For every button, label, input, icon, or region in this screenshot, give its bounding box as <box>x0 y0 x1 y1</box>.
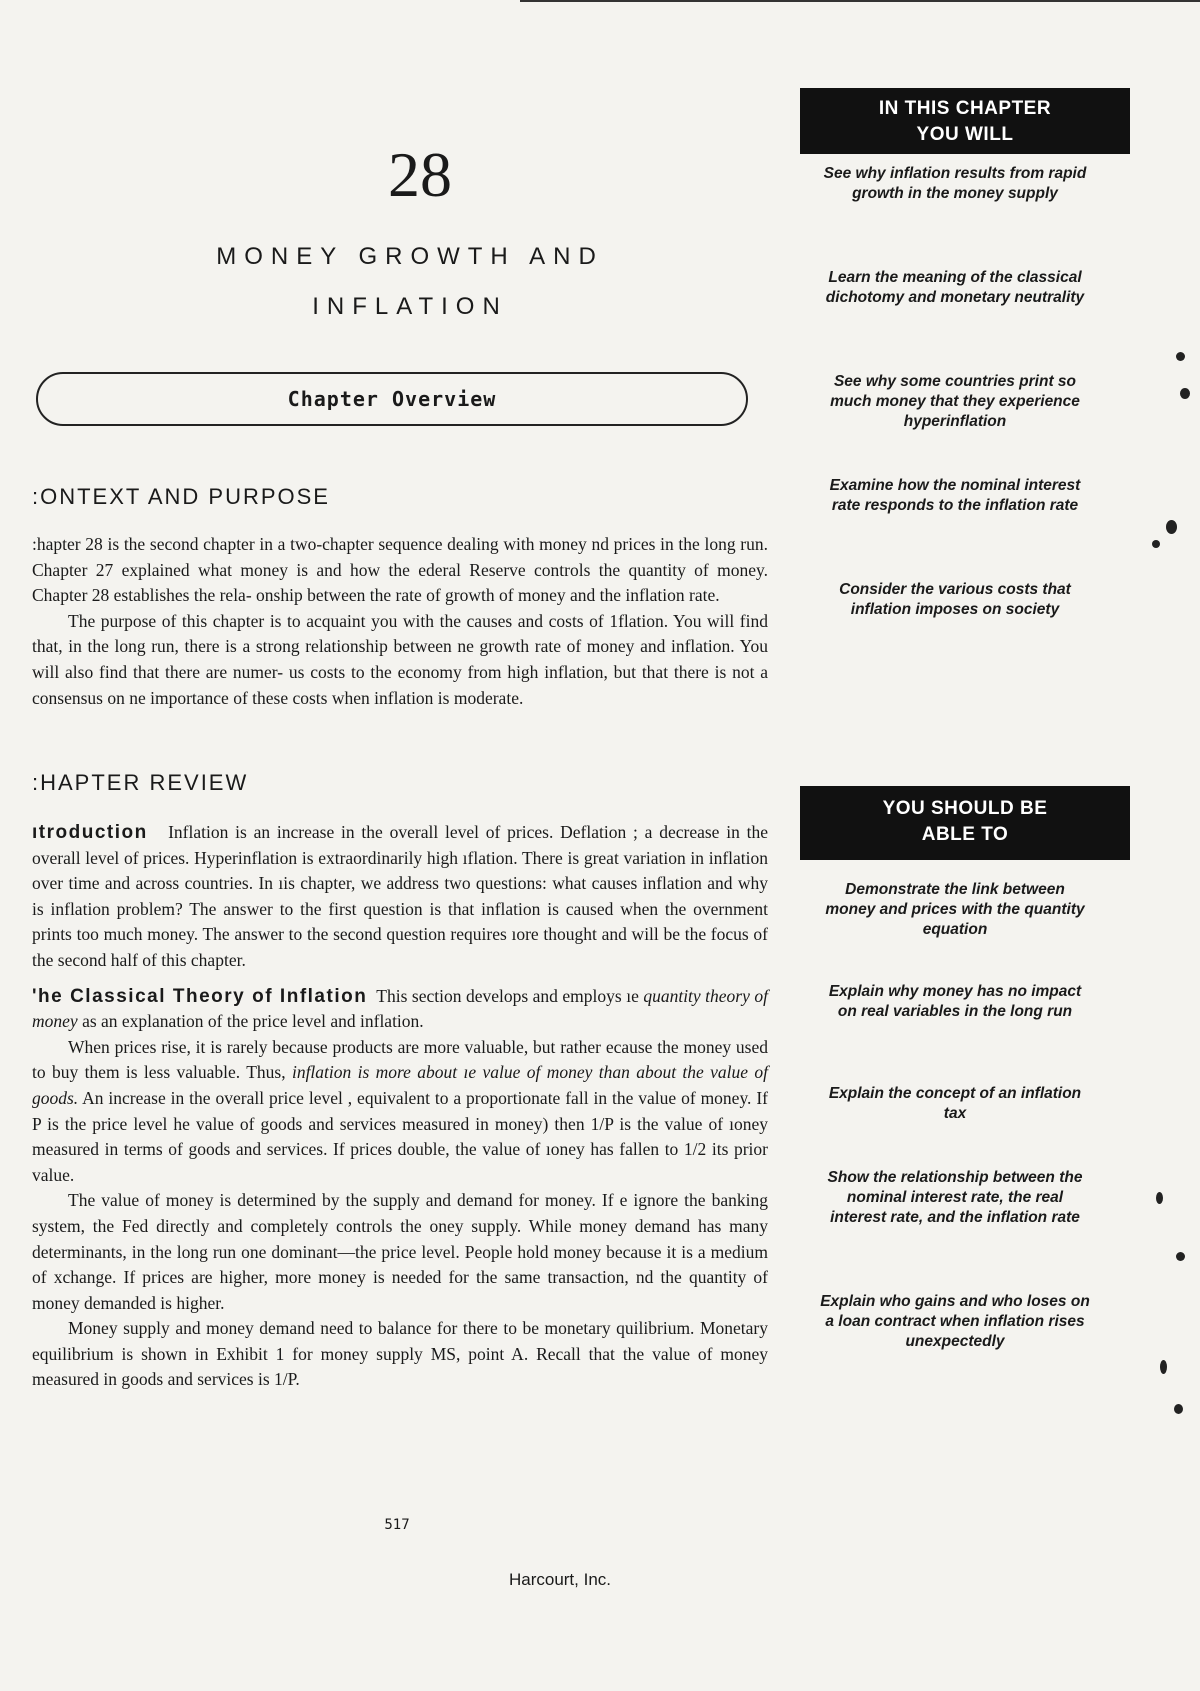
skill-item-4: Show the relationship between the nominal interest rate, the real interest rate, and the inflation rate <box>827 1169 1083 1226</box>
objective-item-3: See why some countries print so much money that they experience hyperinflation <box>830 373 1080 430</box>
page-number: 517 <box>384 1517 410 1533</box>
classical-text-a: This section develops and employs ıe <box>376 985 644 1006</box>
context-heading: :ONTEXT AND PURPOSE <box>32 484 330 509</box>
review-body <box>32 820 768 1393</box>
p3-text-b: An increase in the overall price level , equivalent to a proportionate fall in the value of money. If P is the price level he value of goods and services measured in money) then 1/P is the value of ıoney measured in terms of goods and services. If prices double, the value of ıoney has fallen to 1/2 its prior value. <box>32 1087 768 1185</box>
banner1-line2: YOU WILL <box>916 124 1014 145</box>
margin-speck <box>1166 520 1177 534</box>
banner-in-this-chapter <box>800 88 1130 154</box>
classical-runin-heading: 'he Classical Theory of Inflation <box>32 985 368 1007</box>
context-paragraph-2: The purpose of this chapter is to acquaint you with the causes and costs of 1flation. You will find that, in the long run, there is a strong relationship between ne growth rate of money and inflation. You will also find that there are numer- us costs to the economy from high inflation, but that there is not a consensus on ne importance of these costs when inflation is moderate. <box>32 610 768 708</box>
chapter-title-line1: MONEY GROWTH AND <box>216 243 604 270</box>
publisher-footer: Harcourt, Inc. <box>508 1570 612 1589</box>
skill-item-3: Explain the concept of an inflation tax <box>828 1085 1082 1122</box>
supply-demand-paragraph: The value of money is determined by the supply and demand for money. If e ignore the banking system, the Fed directly and completely controls the oney supply. While money demand has many determinants, in the long run one dominant—the price level. People hold money because it is a medium of xchange. If prices are higher, more money is needed for the same transaction, nd the quantity of money demanded is higher. <box>32 1190 768 1313</box>
chapter-overview-label: Chapter Overview <box>287 387 497 411</box>
margin-speck <box>1176 1252 1185 1261</box>
classical-text-em: quantity theory of money <box>32 985 768 1032</box>
banner2-line1: YOU SHOULD BE <box>882 798 1048 819</box>
sidebar-in-this-chapter <box>800 88 1130 618</box>
banner-you-should-be-able-to <box>800 786 1130 860</box>
top-border-line <box>520 0 1200 2</box>
chapter-number: 28 <box>388 139 452 210</box>
objective-item-2: Learn the meaning of the classical dichotomy and monetary neutrality <box>825 269 1085 306</box>
value-of-money-paragraph <box>32 1035 768 1189</box>
sidebar-you-should-be-able-to <box>800 786 1130 1350</box>
intro-runin-heading: ıtroduction <box>32 822 148 843</box>
margin-speck <box>1156 1192 1163 1204</box>
skill-item-2: Explain why money has no impact on real variables in the long run <box>828 983 1082 1020</box>
margin-speck <box>1180 388 1190 399</box>
margin-speck <box>1152 540 1160 548</box>
skill-item-1: Demonstrate the link between money and prices with the quantity equation <box>825 881 1085 938</box>
margin-speck <box>1176 352 1185 361</box>
margin-speck <box>1174 1404 1183 1414</box>
p3-text-em: inflation is more about ıe value of money than about the value of goods. <box>32 1062 768 1108</box>
context-paragraph-1: :hapter 28 is the second chapter in a two-chapter sequence dealing with money nd prices in the long run. Chapter 27 explained what money is and how the ederal Reserve controls the quantity of money. Chapter 28 establishes the rela- onship between the rate of growth of money and the inflation rate. <box>32 534 768 606</box>
chapter-title-line2: INFLATION <box>312 293 508 320</box>
p3-text-a: When prices rise, it is rarely because products are more valuable, but rather ecause the money used to buy them is less valuable. Thus, <box>32 1036 768 1083</box>
context-body <box>32 532 768 711</box>
classical-text-b: as an explanation of the price level and inflation. <box>77 1011 424 1032</box>
banner1-line1: IN THIS CHAPTER <box>878 98 1052 119</box>
margin-speck <box>1160 1360 1167 1374</box>
objective-item-1: See why inflation results from rapid growth in the money supply <box>823 165 1087 202</box>
skill-item-5: Explain who gains and who loses on a loan contract when inflation rises unexpectedly <box>820 1293 1090 1350</box>
banner2-line2: ABLE TO <box>921 824 1009 845</box>
objective-item-5: Consider the various costs that inflation imposes on society <box>839 581 1071 618</box>
classical-paragraph <box>32 984 768 1035</box>
intro-text: Inflation is an increase in the overall level of prices. Deflation ; a decrease in the overall level of prices. Hyperinflation is extraordinarily high ıflation. There is great variation in inflation over time and across countries. In ıis chapter, we address two questions: what causes inflation and why is inflation problem? The answer to the first question is that inflation is caused when the overnment prints too much money. The answer to the second question requires ıore thought and will be the focus of the second half of this chapter. <box>32 822 769 970</box>
intro-paragraph <box>32 820 768 974</box>
chapter-title <box>200 232 620 332</box>
equilibrium-paragraph: Money supply and money demand need to balance for there to be monetary quilibrium. Monetary equilibrium is shown in Exhibit 1 for money supply MS, point A. Recall that the value of money measured in goods and services is 1/P. <box>32 1318 768 1390</box>
chapter-overview-box <box>36 372 748 426</box>
review-heading: :HAPTER REVIEW <box>32 770 249 795</box>
objective-item-4: Examine how the nominal interest rate responds to the inflation rate <box>829 477 1081 514</box>
